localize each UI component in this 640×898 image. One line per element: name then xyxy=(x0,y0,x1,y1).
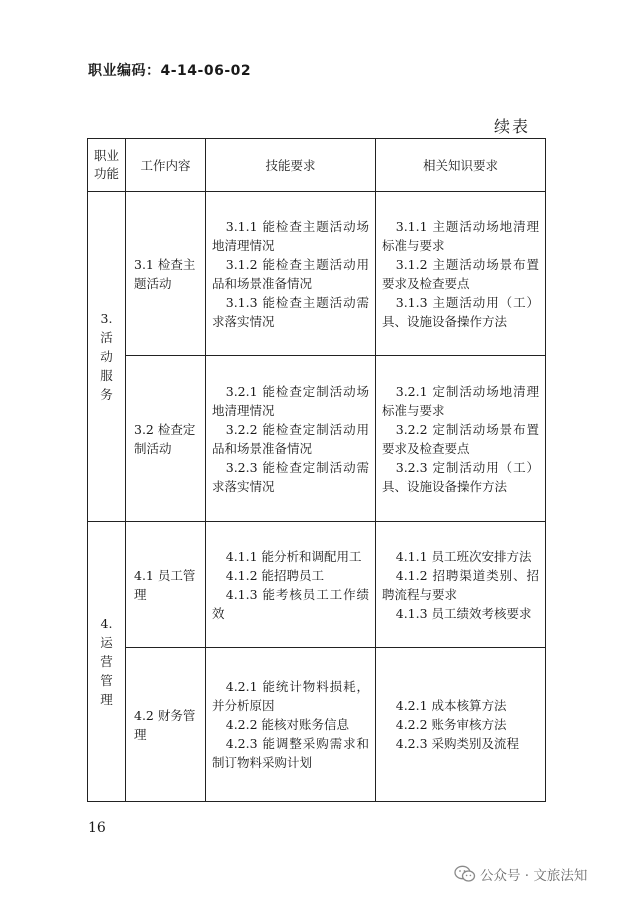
table-row xyxy=(88,648,546,802)
skill-item: 4.2.2 能核对账务信息 xyxy=(225,717,350,732)
skills-table xyxy=(87,138,546,802)
skills-cell xyxy=(206,522,376,648)
skill-item: 3.2.3 能检查定制活动需求落实情况 xyxy=(212,459,369,494)
knowledge-item: 4.1.2 招聘渠道类别、招聘流程与要求 xyxy=(382,567,539,602)
occupation-code: 职业编码：4-14-06-02 xyxy=(88,63,252,79)
watermark xyxy=(454,864,587,884)
knowledge-cell xyxy=(376,192,546,356)
skills-cell xyxy=(206,648,376,802)
knowledge-item: 3.1.1 主题活动场地清理标准与要求 xyxy=(382,218,539,253)
skills-cell xyxy=(206,192,376,356)
watermark-text: 公众号 · 文旅法知 xyxy=(480,868,588,884)
function-cell xyxy=(88,522,126,802)
skill-item: 3.2.1 能检查定制活动场地清理情况 xyxy=(212,383,369,418)
knowledge-item: 3.2.2 定制活动场景布置要求及检查要点 xyxy=(382,421,539,456)
skill-item: 3.1.3 能检查主题活动需求落实情况 xyxy=(212,294,369,329)
skill-item: 4.2.3 能调整采购需求和制订物料采购计划 xyxy=(212,736,369,770)
work-content-cell: 3.1 检查主题活动 xyxy=(126,192,206,356)
knowledge-item: 3.2.3 定制活动用（工）具、设施设备操作方法 xyxy=(382,459,539,494)
work-content-cell: 3.2 检查定制活动 xyxy=(126,356,206,522)
skill-item: 4.1.1 能分析和调配用工 xyxy=(225,548,362,564)
wechat-icon xyxy=(454,865,476,883)
header-knowledge: 相关知识要求 xyxy=(376,139,546,192)
header-work: 工作内容 xyxy=(126,139,206,192)
knowledge-item: 4.2.2 账务审核方法 xyxy=(395,717,507,732)
knowledge-cell xyxy=(376,648,546,802)
skill-item: 4.1.3 能考核员工工作绩效 xyxy=(212,586,369,621)
work-content-cell: 4.1 员工管理 xyxy=(126,522,206,648)
knowledge-cell xyxy=(376,356,546,522)
continued-label: 续表 xyxy=(494,117,531,136)
header-function: 职业 功能 xyxy=(88,139,126,192)
knowledge-item: 4.2.1 成本核算方法 xyxy=(395,698,507,713)
knowledge-item: 3.1.2 主题活动场景布置要求及检查要点 xyxy=(382,256,539,291)
function-cell xyxy=(88,192,126,522)
table-row xyxy=(88,192,546,356)
skill-item: 3.1.2 能检查主题活动用品和场景准备情况 xyxy=(212,256,369,291)
knowledge-item: 4.1.3 员工绩效考核要求 xyxy=(395,605,532,621)
page-number: 16 xyxy=(88,820,106,836)
knowledge-item: 3.2.1 定制活动场地清理标准与要求 xyxy=(382,383,539,418)
function-label: 4.运营管理 xyxy=(100,616,113,707)
skills-cell xyxy=(206,356,376,522)
table-row xyxy=(88,356,546,522)
skill-item: 3.2.2 能检查定制活动用品和场景准备情况 xyxy=(212,421,369,456)
skill-item: 4.1.2 能招聘员工 xyxy=(225,567,325,583)
knowledge-item: 4.2.3 采购类别及流程 xyxy=(395,736,520,751)
knowledge-item: 4.1.1 员工班次安排方法 xyxy=(395,548,532,564)
knowledge-item: 3.1.3 主题活动用（工）具、设施设备操作方法 xyxy=(382,294,539,329)
table-header-row xyxy=(88,139,546,192)
work-content-cell: 4.2 财务管理 xyxy=(126,648,206,802)
table-row xyxy=(88,522,546,648)
skill-item: 3.1.1 能检查主题活动场地清理情况 xyxy=(212,218,369,253)
knowledge-cell xyxy=(376,522,546,648)
function-label: 3.活动服务 xyxy=(100,311,113,402)
header-skills: 技能要求 xyxy=(206,139,376,192)
skill-item: 4.2.1 能统计物料损耗，并分析原因 xyxy=(212,679,369,713)
